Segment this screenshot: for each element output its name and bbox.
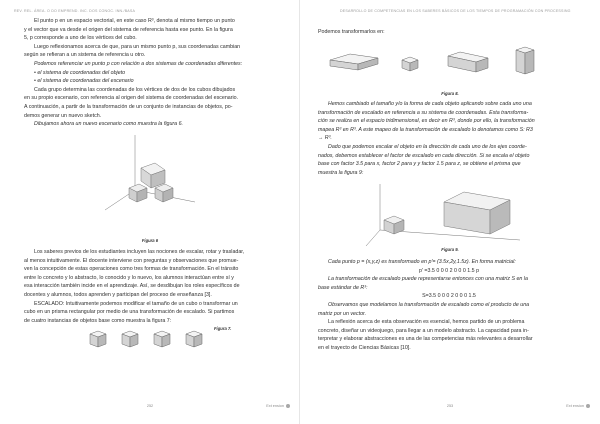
text-line: El punto p en un espacio vectorial, en este caso R³, denota al mismo tiempo un punto: [34, 18, 235, 24]
text-line: ven la concepción de estas operaciones como tres formas de transformación. En el tránsito: [24, 266, 239, 273]
text-line: Cada punto p = (x,y,z) es transformado en p'= (3.5x,2y,1.5z). En forma matricial:: [328, 259, 516, 265]
right-intro-line: Podemos transformarlos en:: [318, 29, 385, 35]
fig7-cube-1: [90, 331, 106, 347]
right-text-block-1: [318, 100, 580, 177]
right-brand-text: Ext ension: [566, 404, 584, 408]
fig8-long-bar: [448, 52, 488, 72]
text-line: mapea R³ en R³. A este mapeo de la transformación de escalado lo denotamos como S: R3: [318, 126, 533, 133]
text-line: Dibujamos ahora un nuevo escenario como muestra la figura 6.: [34, 121, 183, 128]
left-text-block-1: [24, 17, 280, 129]
figure-6-caption: Figura 6: [141, 238, 159, 243]
text-line: Luego reflexionamos acerca de que, para un mismo punto p, sus coordenadas cambian: [34, 43, 241, 50]
text-line: base estándar de R³:: [318, 284, 368, 291]
figure-7-illustration: [86, 326, 216, 352]
left-brand-dot-icon: [286, 404, 290, 408]
left-brand-text: Ext ension: [266, 404, 284, 408]
text-line: p' =3.5 0 0 0 2 0 0 0 1.5 p: [418, 267, 480, 274]
figure-8-caption: Figura 8.: [441, 91, 459, 96]
right-brand-dot-icon: [586, 404, 590, 408]
left-page-number: 252: [146, 404, 154, 408]
text-line: La transformación de escalado puede representarse entonces con una matriz S en la: [328, 276, 528, 283]
right-page-number: 253: [446, 404, 454, 408]
text-line: Hemos cambiado el tamaño y/o la forma de cada objeto aplicando sobre cada uno una: [328, 101, 532, 107]
text-line: y el vector que va desde el origen del sistema de referencia hasta ese punto. En la figura: [24, 26, 233, 33]
fig7-cube-2: [122, 331, 138, 347]
fig7-cube-4: [186, 331, 202, 347]
right-running-header: DESARROLLO DE COMPETENCIAS EN LOS SABERES BÁSICOS DE LOS TIEMPOS DE PROGRAMACIÓN CON PROCESSING: [340, 9, 571, 13]
text-line: • el sistema de coordenadas del objeto: [34, 69, 126, 76]
text-line: demos generar un nuevo sketch.: [24, 112, 102, 119]
text-line: docentes y alumnos, todos aprenden y participan del proceso de enseñanza [3].: [24, 291, 212, 298]
right-page: [300, 0, 600, 424]
figure-6-illustration: [95, 130, 205, 230]
text-line: A continuación, a partir de la transformación de un conjunto de instancias de objetos, po-: [24, 103, 233, 110]
text-line: cubo en un prisma rectangular por medio de una transformación de escalado. Si partimos: [24, 309, 235, 316]
right-first-line: [318, 28, 580, 37]
text-line: según se refieran a un sistema de referencia u otro.: [24, 52, 146, 59]
figure-8-illustration: [320, 40, 580, 80]
fig8-flat-box: [330, 54, 378, 70]
left-running-header: REV. REL. ÁREA. O DO EMPREND. INC. DOS CONOC. INN./BASA: [14, 9, 136, 13]
text-line: La reflexión acerca de esta observación es esencial, hemos partido de un problema: [328, 319, 525, 326]
text-line: ción se realiza en el espacio tridimensional, es decir en R³, donde por ello, la transformación: [318, 118, 535, 125]
text-line: Cada grupo determina las coordenadas de los vértices de dos de los cubos dibujados: [34, 86, 236, 93]
text-line: base con factor 3.5 para x, factor 2 para y y factor 1.5 para z, se obtiene el prisma que: [318, 161, 521, 168]
text-line: al menos intuitivamente. El docente interviene con preguntas y observaciones que promue-: [24, 257, 239, 264]
right-brand: [566, 404, 590, 408]
fig8-small-cube: [402, 57, 418, 71]
text-line: terpretar y elaborar abstracciones es una de las competencias más relevantes a desarrollar: [318, 336, 533, 343]
text-line: de cuatro instancias de objetos base como muestra la figura 7:: [24, 317, 172, 324]
left-text-block-2: [24, 248, 280, 325]
text-line: en su propio escenario, con referencia al origen del sistema de coordenadas del escenario.: [24, 95, 239, 102]
text-line: esa interacción también incide en el aprendizaje. Así, se desdibujan los roles específicos de: [24, 283, 240, 290]
text-line: muestra la figura 9:: [318, 169, 364, 176]
fig8-tall-box: [516, 47, 534, 74]
text-line: S=3.5 0 0 0 2 0 0 0 1.5: [422, 293, 476, 300]
text-line: transformación de escalado en referencia a su sistema de coordenadas. Esta transforma-: [318, 109, 529, 116]
right-text-block-2: [318, 258, 580, 353]
text-line: Podemos referenciar un punto p con relación a dos sistemas de coordenadas diferentes:: [34, 60, 243, 67]
left-brand: [266, 404, 290, 408]
text-line: Los saberes previos de los estudiantes incluyen las nociones de escalar, rotar y trasladar,: [34, 249, 245, 255]
text-line: nados, debemos establecer el factor de escalado en cada dirección. Si se escala el objeto: [318, 152, 530, 159]
text-line: ESCALADO: Intuitivamente podemos modificar el tamaño de un cubo o transformar un: [34, 300, 238, 307]
text-line: → R³.: [318, 135, 332, 142]
text-line: en el trayecto de Ciencias Básicas [10].: [318, 344, 411, 351]
text-line: matriz por un vector.: [318, 310, 367, 317]
text-line: concreto, diseñar un videojuego, para llegar a un modelo abstracto. La capacidad para in-: [318, 327, 529, 334]
figure-9-illustration: [360, 180, 540, 252]
text-line: entre lo concreto y lo abstracto, lo conocido y lo nuevo, los alumnos interactúan entre sí y: [24, 274, 234, 281]
text-line: 5, p corresponde a uno de los vértices del cubo.: [24, 35, 137, 42]
text-line: Observamos que modelamos la transformación de escalado como el producto de una: [328, 301, 530, 308]
text-line: • el sistema de coordenadas del escenario: [34, 78, 134, 85]
text-line: Dado que podemos escalar el objeto en la dirección de cada uno de los ejes coorde-: [328, 143, 527, 150]
figure-9-caption: Figura 9.: [441, 247, 459, 252]
fig7-cube-3: [154, 331, 170, 347]
figure-7-caption: Figura 7.: [214, 326, 232, 331]
